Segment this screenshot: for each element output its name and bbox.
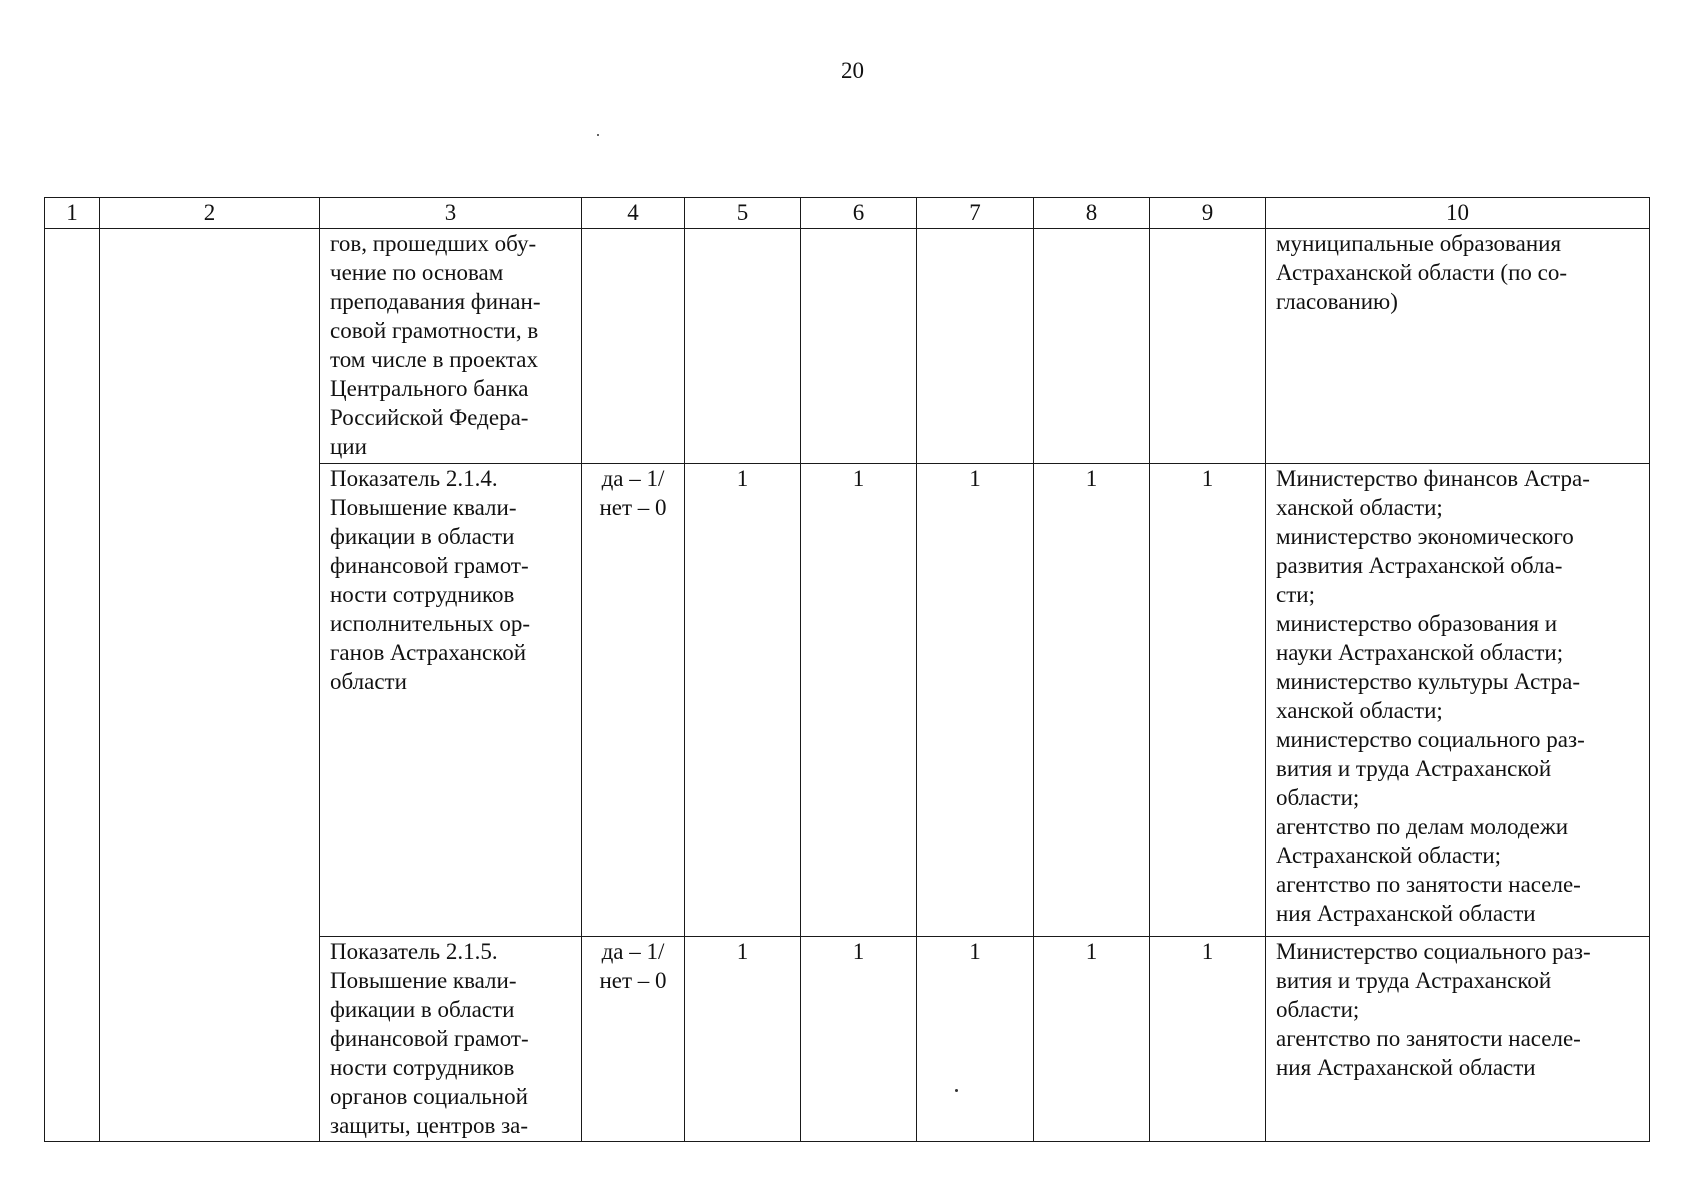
column-number: 9 [1150, 198, 1266, 229]
unit-text: да – 1/ нет – 0 [599, 466, 667, 520]
value-cell: 1 [685, 464, 801, 937]
unit-cell [582, 229, 685, 464]
indicator-cell [320, 937, 582, 1142]
indicator-text: гов, прошедших обу- чение по основам преподавания финан- совой грамотности, в том числе в проектах Центрального банка Российской Федера- ции [330, 231, 541, 459]
column-number: 2 [100, 198, 320, 229]
value-cell [1034, 229, 1150, 464]
responsible-cell [1266, 937, 1650, 1142]
value-cell [801, 229, 917, 464]
responsible-text: Министерство финансов Астра- ханской области; министерство экономического развития Астраханской обла- сти; министерство образования и науки Астраханской области; министерство культуры Астра- ханской области; министерство социального раз- вития и труда Астраханской области; агентство по делам молодежи Астраханской области; агентство по занятости населе- ния Астраханской области [1276, 466, 1590, 926]
cell-col-2 [100, 229, 320, 1142]
responsible-cell [1266, 229, 1650, 464]
responsible-text: муниципальные образования Астраханской области (по со- гласованию) [1276, 231, 1567, 314]
value-cell [1150, 229, 1266, 464]
value-cell: 1 [801, 464, 917, 937]
unit-text: да – 1/ нет – 0 [599, 939, 667, 993]
page-number: 20 [841, 58, 864, 83]
column-number: 1 [45, 198, 100, 229]
indicators-table [44, 197, 1650, 1142]
column-number: 8 [1034, 198, 1150, 229]
value-cell: 1 [1150, 464, 1266, 937]
column-number: 10 [1266, 198, 1650, 229]
scan-speck [597, 134, 599, 136]
indicator-text: Показатель 2.1.4. Повышение квали- фикации в области финансовой грамот- ности сотрудников исполнительных ор- ганов Астраханской области [330, 466, 531, 694]
value-cell: 1 [917, 937, 1034, 1142]
indicator-text: Показатель 2.1.5. Повышение квали- фикации в области финансовой грамот- ности сотрудников органов социальной защиты, центров за- [330, 939, 529, 1138]
value-cell [917, 229, 1034, 464]
indicator-cell [320, 229, 582, 464]
value-cell: 1 [685, 937, 801, 1142]
value-cell [685, 229, 801, 464]
value-cell: 1 [917, 464, 1034, 937]
value-cell: 1 [801, 937, 917, 1142]
responsible-text: Министерство социального раз- вития и труда Астраханской области; агентство по занятости населе- ния Астраханской области [1276, 939, 1591, 1080]
responsible-cell [1266, 464, 1650, 937]
column-number: 5 [685, 198, 801, 229]
column-number: 6 [801, 198, 917, 229]
cell-col-1 [45, 229, 100, 1142]
column-number: 7 [917, 198, 1034, 229]
value-cell: 1 [1150, 937, 1266, 1142]
value-cell: 1 [1034, 937, 1150, 1142]
table-row [45, 229, 1650, 464]
unit-cell [582, 937, 685, 1142]
column-number: 4 [582, 198, 685, 229]
unit-cell [582, 464, 685, 937]
column-number-row [45, 198, 1650, 229]
indicator-cell [320, 464, 582, 937]
column-number: 3 [320, 198, 582, 229]
value-cell: 1 [1034, 464, 1150, 937]
